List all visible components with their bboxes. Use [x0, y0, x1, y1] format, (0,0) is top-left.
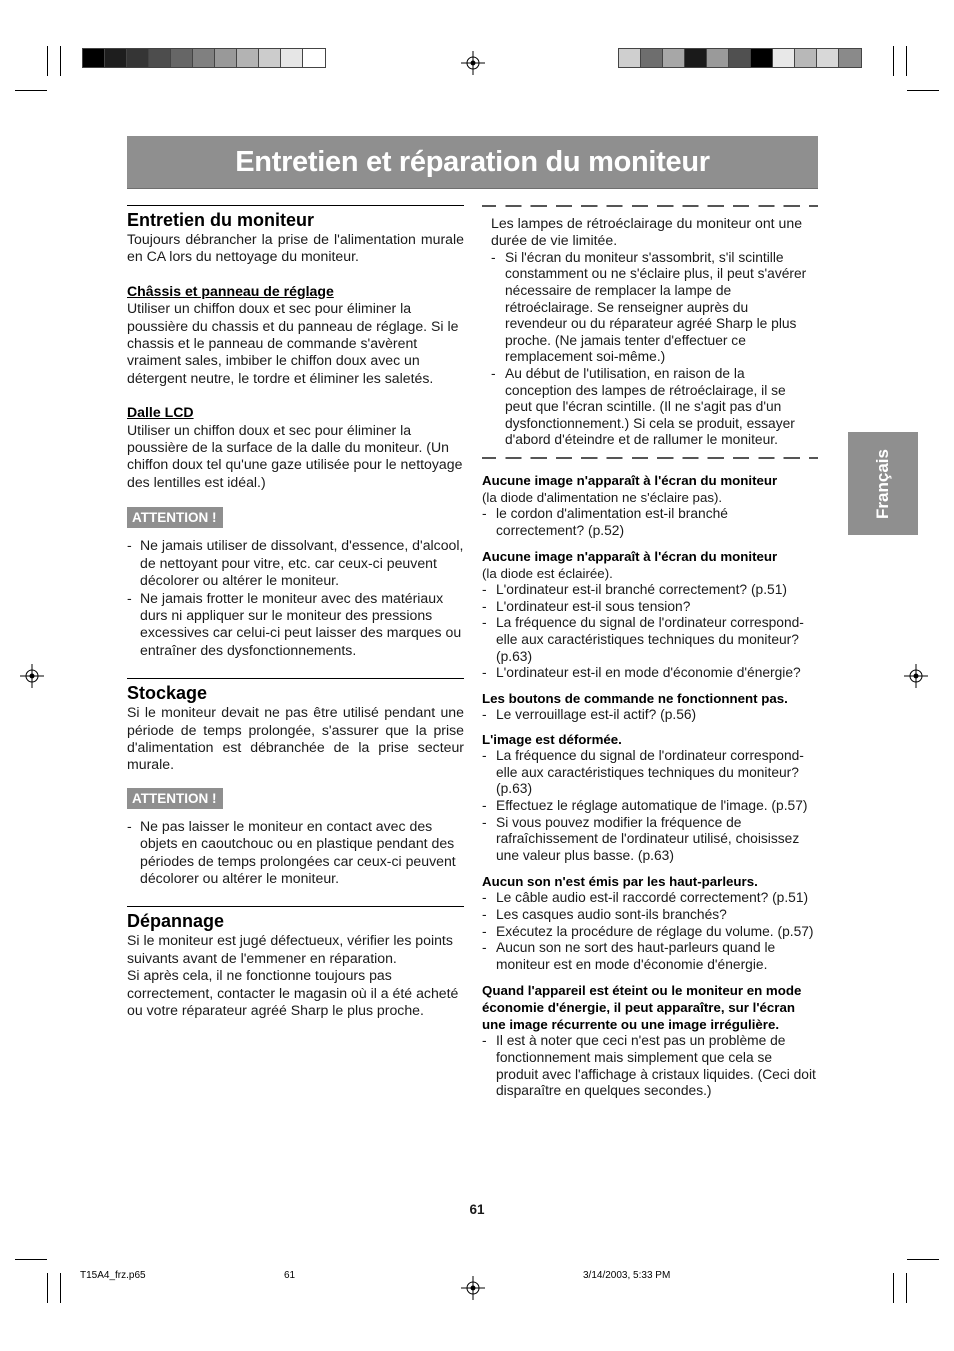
- section-rule: [127, 906, 464, 907]
- check-list: [482, 506, 818, 539]
- list-item: - Ne pas laisser le moniteur en contact avec des objets en caoutchouc ou en plastique pendant des périodes de temps prolongées car ceux-ci peuvent décolorer ou altérer le moniteur.: [127, 818, 464, 888]
- list-item: - L'ordinateur est-il sous tension?: [482, 599, 818, 616]
- backlight-note: [482, 215, 818, 449]
- language-tab-label: Français: [873, 448, 892, 519]
- list-item: - La fréquence du signal de l'ordinateur correspond-elle aux caractéristiques techniques du moniteur? (p.63): [482, 615, 818, 665]
- color-swatch: [149, 49, 171, 67]
- color-swatch: [281, 49, 303, 67]
- color-swatch: [773, 49, 795, 67]
- color-swatch: [193, 49, 215, 67]
- color-swatch: [127, 49, 149, 67]
- subheading-chassis: Châssis et panneau de réglage: [127, 282, 334, 299]
- color-swatch: [663, 49, 685, 67]
- list-item: - Il est à noter que ceci n'est pas un problème de fonctionnement mais simplement que cela se produit avec l'affichage à cristaux liquides. (Ceci doit disparaître en quelques secondes.): [482, 1033, 818, 1099]
- depannage-text-2: Si après cela, il ne fonctionne toujours pas correctement, contacter le magasin où il a été acheté ou votre réparateur agréé Sharp le plus proche.: [127, 967, 459, 1018]
- attention-badge: ATTENTION !: [127, 788, 223, 809]
- left-column: [127, 205, 464, 1019]
- list-item: - Effectuez le réglage automatique de l'image. (p.57): [482, 798, 818, 815]
- problem-heading: L'image est déformée.: [482, 732, 622, 748]
- registration-mark-icon: [461, 1276, 485, 1300]
- problem-heading: Quand l'appareil est éteint ou le moniteur en mode économie d'énergie, il peut apparaître, sur l'écran une image récurrente ou une image irrégulière.: [482, 983, 802, 1033]
- list-item: - Au début de l'utilisation, en raison de la conception des lampes de rétroéclairage, il se peut que l'écran scintille. (Il ne s'agit pas d'un dysfonctionnement.) Si cela se produit, essayer d'abord d'éteindre et de rallumer le moniteur.: [491, 366, 812, 449]
- check-list: [482, 748, 818, 864]
- list-item: - Les casques audio sont-ils branchés?: [482, 907, 818, 924]
- check-list: [482, 707, 818, 724]
- dashed-divider: [482, 205, 818, 207]
- list-item: - L'ordinateur est-il en mode d'économie d'énergie?: [482, 665, 818, 682]
- section-heading-entretien: Entretien du moniteur: [127, 210, 315, 230]
- color-swatch: [707, 49, 729, 67]
- color-swatch: [685, 49, 707, 67]
- list-item: - Aucun son ne sort des haut-parleurs quand le moniteur est en mode d'économie d'énergie.: [482, 940, 818, 973]
- list-item: - La fréquence du signal de l'ordinateur correspond-elle aux caractéristiques techniques du moniteur? (p.63): [482, 748, 818, 798]
- footer-date: 3/14/2003, 5:33 PM: [583, 1270, 671, 1281]
- list-item: - Ne jamais frotter le moniteur avec des matériaux durs ni appliquer sur le moniteur des pressions excessives car celui-ci peut laisser des marques ou entraîner des dysfonctionnements.: [127, 590, 464, 660]
- attention-list: [127, 818, 464, 888]
- color-swatch: [83, 49, 105, 67]
- color-swatches-left: [82, 48, 326, 68]
- dashed-divider: [482, 457, 818, 459]
- section-rule: [127, 205, 464, 206]
- dalle-text: Utiliser un chiffon doux et sec pour éliminer la poussière de la surface de la dalle du moniteur. (Un chiffon doux tel qu'une gaze utilisée pour le nettoyage des lentilles est idéal.): [127, 421, 463, 490]
- color-swatch: [303, 49, 325, 67]
- registration-mark-icon: [20, 664, 44, 688]
- subheading-dalle: Dalle LCD: [127, 404, 194, 421]
- entretien-intro: Toujours débrancher la prise de l'alimentation murale en CA lors du nettoyage du moniteur.: [127, 231, 464, 265]
- color-swatch: [839, 49, 861, 67]
- problem-heading: Aucune image n'apparaît à l'écran du moniteur: [482, 472, 778, 488]
- registration-mark-icon: [904, 664, 928, 688]
- color-swatch: [619, 49, 641, 67]
- problem-subtext: (la diode d'alimentation ne s'éclaire pas).: [482, 489, 723, 505]
- color-swatch: [237, 49, 259, 67]
- stockage-text: Si le moniteur devait ne pas être utilisé pendant une période de temps prolongée, s'assurer que la prise d'alimentation est débranchée de la prise secteur murale.: [127, 704, 464, 773]
- color-swatch: [171, 49, 193, 67]
- footer-page: 61: [284, 1270, 296, 1281]
- page-number: 61: [469, 1202, 485, 1217]
- problem-heading: Aucun son n'est émis par les haut-parleurs.: [482, 874, 758, 890]
- color-swatch: [729, 49, 751, 67]
- list-item: - Ne jamais utiliser de dissolvant, d'essence, d'alcool, de nettoyant pour vitre, etc. car ceux-ci peuvent décolorer ou altérer le moniteur.: [127, 537, 464, 589]
- color-swatch: [105, 49, 127, 67]
- list-item: - Le verrouillage est-il actif? (p.56): [482, 707, 818, 724]
- color-swatch: [215, 49, 237, 67]
- check-list: [482, 1033, 818, 1099]
- check-list: [482, 582, 818, 682]
- problem-heading: Aucune image n'apparaît à l'écran du moniteur: [482, 549, 778, 565]
- section-rule: [127, 678, 464, 679]
- list-item: - le cordon d'alimentation est-il branché correctement? (p.52): [482, 506, 818, 539]
- color-swatches-right: [618, 48, 862, 68]
- language-tab: [848, 432, 918, 535]
- page-title: Entretien et réparation du moniteur: [235, 145, 710, 178]
- list-item: - Exécutez la procédure de réglage du volume. (p.57): [482, 924, 818, 941]
- list-item: - Si l'écran du moniteur s'assombrit, s'il scintille constamment ou ne s'éclaire plus, il peut s'avérer nécessaire de remplacer la lampe de rétroéclairage. Se renseigner auprès du revendeur ou du réparateur agréé Sharp le plus proche. (Ne jamais tenter d'effectuer ce remplacement soi-même.): [491, 250, 812, 366]
- right-column: [482, 205, 818, 1100]
- problem-subtext: (la diode est éclairée).: [482, 566, 613, 582]
- color-swatch: [795, 49, 817, 67]
- list-item: - Le câble audio est-il raccordé correctement? (p.51): [482, 890, 818, 907]
- color-swatch: [259, 49, 281, 67]
- section-heading-stockage: Stockage: [127, 683, 208, 704]
- list-item: - L'ordinateur est-il branché correctement? (p.51): [482, 582, 818, 599]
- problem-heading: Les boutons de commande ne fonctionnent pas.: [482, 690, 788, 706]
- note-list: [491, 250, 812, 449]
- section-heading-depannage: Dépannage: [127, 911, 225, 932]
- note-intro: Les lampes de rétroéclairage du moniteur ont une durée de vie limitée.: [491, 215, 803, 249]
- attention-badge: ATTENTION !: [127, 507, 223, 528]
- color-swatch: [751, 49, 773, 67]
- depannage-text-1: Si le moniteur est jugé défectueux, vérifier les points suivants avant de l'emmener en réparation.: [127, 932, 453, 966]
- color-swatch: [817, 49, 839, 67]
- attention-list: [127, 537, 464, 659]
- list-item: - Si vous pouvez modifier la fréquence de rafraîchissement de l'ordinateur utilisé, choisissez une valeur plus basse. (p.63): [482, 815, 818, 865]
- footer-filename: T15A4_frz.p65: [80, 1270, 146, 1281]
- color-swatch: [641, 49, 663, 67]
- check-list: [482, 890, 818, 973]
- title-banner: [127, 136, 818, 189]
- registration-mark-icon: [461, 51, 485, 75]
- chassis-text: Utiliser un chiffon doux et sec pour éliminer la poussière du chassis et du panneau de réglage. Si le chassis et le panneau de commande s'avèrent vraiment sales, imbiber le chiffon doux avec un détergent neutre, le tordre et éliminer les saletés.: [127, 300, 459, 386]
